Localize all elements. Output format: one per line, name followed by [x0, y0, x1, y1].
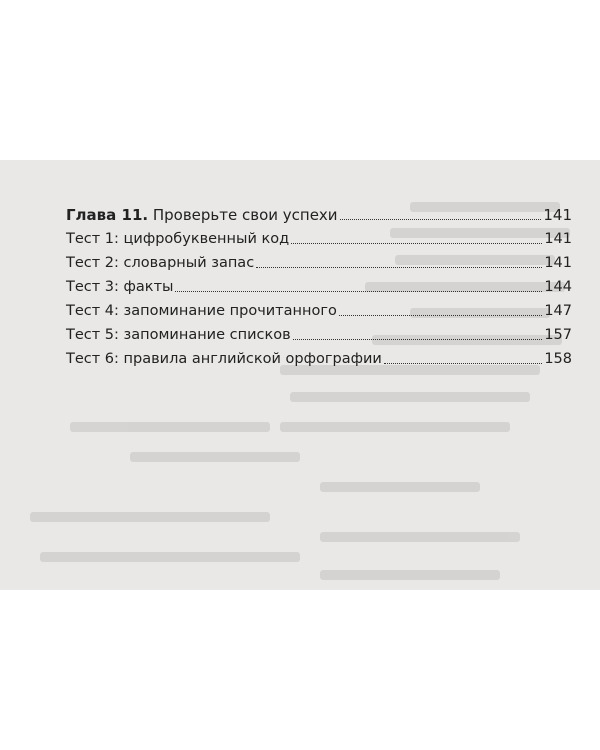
leader-dots: [339, 314, 542, 316]
toc-entry-page: 141: [544, 231, 572, 247]
toc-entry-label: Тест 2: словарный запас: [66, 255, 255, 271]
leader-dots: [291, 242, 542, 244]
chapter-name: Проверьте свои успехи: [148, 206, 338, 224]
leader-dots: [384, 362, 542, 364]
toc-entry-row: [66, 272, 572, 296]
toc-entry-page: 141: [544, 255, 572, 271]
toc-entry-row: [66, 296, 572, 320]
chapter-page-number: 141: [543, 206, 572, 224]
toc-entry-page: 157: [544, 327, 572, 343]
toc-entry-label: Тест 4: запоминание прочитанного: [66, 303, 337, 319]
leader-dots: [175, 290, 542, 292]
toc-entry-page: 158: [544, 351, 572, 367]
toc-chapter-row: [66, 200, 572, 224]
toc-entry-page: 144: [544, 279, 572, 295]
toc-entry-label: Тест 3: факты: [66, 279, 174, 295]
toc-entry-row: [66, 248, 572, 272]
toc-entry-row: [66, 224, 572, 248]
toc-entry-row: [66, 320, 572, 344]
leader-dots: [340, 218, 542, 220]
toc-entry-label: Тест 1: цифробуквенный код: [66, 231, 290, 247]
toc-entry-label: Тест 5: запоминание списков: [66, 327, 291, 343]
toc-entry-label: Тест 6: правила английской орфографии: [66, 351, 382, 367]
chapter-title: [66, 206, 338, 224]
toc-entry-row: [66, 344, 572, 368]
book-page-photo: [0, 160, 600, 590]
chapter-number: Глава 11.: [66, 206, 149, 224]
leader-dots: [256, 266, 542, 268]
toc-entry-page: 147: [544, 303, 572, 319]
table-of-contents: [66, 200, 572, 368]
leader-dots: [293, 338, 543, 340]
